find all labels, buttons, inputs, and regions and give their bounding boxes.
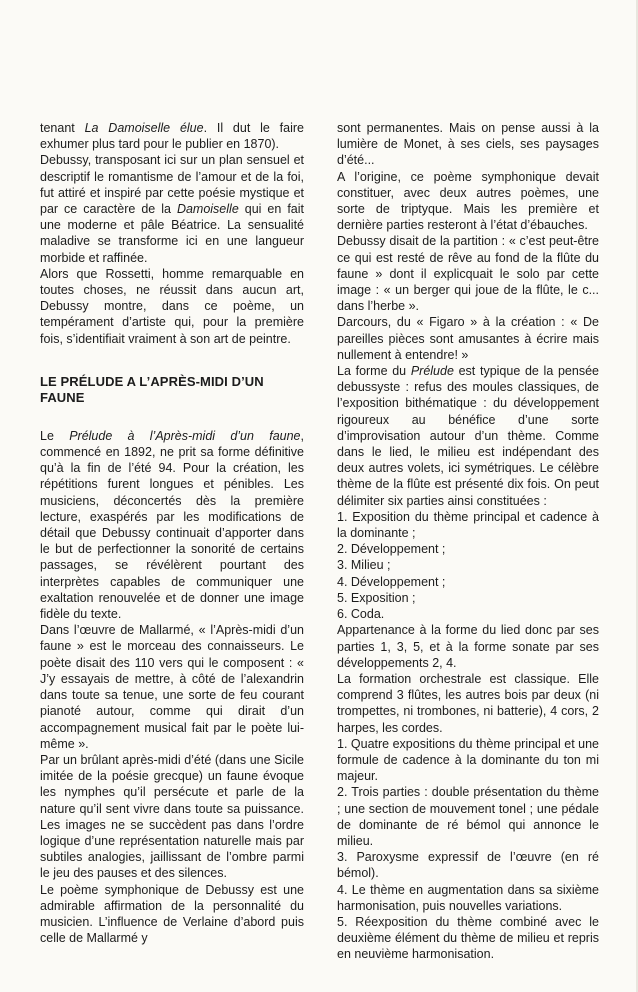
text-run: Darcours, du « Figaro » à la création : « De pareilles pièces sont amusantes à écrire mais nullement à entendre! » [337, 315, 599, 362]
text-run: Alors que Rossetti, homme remarquable en toutes choses, ne réussit dans aucun art, Debussy montre, dans ce poème, un tempérament d’artiste qui, pour la première fois, s’identifiait vraiment à son art de peintre. [40, 266, 304, 346]
text-run: 4. Développement ; [337, 574, 446, 589]
text-run: La formation orchestrale est classique. Elle comprend 3 flûtes, les autres bois par deux (ni trompettes, ni trombones, ni batterie), 4 cors, 2 harpes, les cordes. [337, 671, 599, 735]
text-run: est typique de la pensée debussyste : refus des moules classiques, de l’exposition bithématique : du développement rigoureux au bénéfice d’une sorte d’improvisation autour d’un thème. Comme dans le lied, le milieu est indépendant des deux autres volets, ici symétriques. Le célèbre thème de la flûte est présenté dix fois. On peut délimiter six parties ainsi constituées : [337, 364, 599, 508]
text-run: Appartenance à la forme du lied donc par ses parties 1, 3, 5, et à la forme sonate par ses développements 2, 4. [337, 623, 599, 670]
list-item [337, 557, 599, 573]
section-heading: LE PRÉLUDE A L’APRÈS-MIDI D’UN FAUNE [40, 373, 264, 405]
italic-title: Prélude à l’Après-midi d’un faune [69, 428, 301, 443]
paragraph [337, 314, 599, 363]
paragraph [40, 120, 304, 152]
paragraph [337, 363, 599, 509]
text-run: 2. Trois parties : double présentation du thème ; une section de mouvement tonel ; une pédale de dominante de ré bémol qui annonce le milieu. [337, 785, 599, 848]
text-run: tenant [40, 121, 85, 135]
text-run: Dans l’œuvre de Mallarmé, « l’Après-midi d’un faune » est le morceau des connaisseurs. Le poète disait des 110 vers qui le composent : « J’y essayais de mettre, à côté de l’alexandrin dans toute sa tenue, une sorte de feu courant pianoté autour, comme qui dirait d’un accompagnement musical fait par le poète lui-même ». [40, 623, 304, 751]
left-intro-text [40, 120, 304, 347]
italic-title: Prélude [410, 364, 454, 379]
paragraph [40, 428, 304, 622]
text-run: 1. Quatre expositions du thème principal et une formule de cadence à la dominante du ton mi majeur. [337, 736, 599, 784]
list-item [337, 736, 599, 785]
paragraph [337, 671, 599, 736]
text-run: sont permanentes. Mais on pense aussi à la lumière de Monet, à ses ciels, ses paysages d’été... [337, 121, 599, 168]
list-item [337, 606, 599, 622]
text-run: 5. Exposition ; [337, 590, 416, 605]
list-item [337, 849, 599, 881]
list-item [337, 541, 599, 557]
text-run: 1. Exposition du thème principal et cadence à la dominante ; [337, 509, 599, 541]
italic-title: Damoiselle [176, 202, 239, 217]
text-run: Debussy, transposant ici sur un plan sensuel et descriptif le romantisme de l’amour et de la foi, fut attiré et inspiré par cette poésie mystique et par ce caractère de la [40, 153, 304, 217]
paragraph [337, 120, 599, 169]
right-column [337, 120, 599, 963]
paragraph [40, 266, 304, 347]
paragraph [337, 169, 599, 234]
list-item [337, 590, 599, 606]
text-run: A l’origine, ce poème symphonique devait constituer, avec deux autres poèmes, une sorte de triptyque. Mais les première et dernière parties resteront à l’état d’ébauches. [337, 169, 599, 233]
text-run: Le poème symphonique de Debussy est une admirable affirmation de la personnalité du musicien. L’influence de Verlaine d’abord puis celle de Mallarmé y [40, 882, 304, 946]
text-run: 5. Réexposition du thème combiné avec le deuxième élément du thème de milieu et repris en neuvième harmonisation. [337, 914, 599, 962]
list-item [337, 784, 599, 849]
paragraph [337, 233, 599, 314]
text-run: 4. Le thème en augmentation dans sa sixième harmonisation, puis nouvelles variations. [337, 882, 599, 913]
paragraph [40, 882, 304, 947]
list-item [337, 914, 599, 963]
italic-title: La Damoiselle élue [84, 121, 204, 135]
text-run: La forme du [337, 364, 411, 379]
text-run: 3. Paroxysme expressif de l’œuvre (en ré bémol). [337, 850, 599, 881]
list-item [337, 509, 599, 541]
text-run: 6. Coda. [337, 607, 385, 622]
text-run: 3. Milieu ; [337, 558, 391, 573]
left-section-text [40, 428, 304, 947]
left-column [40, 120, 304, 946]
text-run: . Il dut le faire exhumer plus tard pour le publier en 1870). [40, 121, 304, 152]
text-run: Le [40, 428, 70, 443]
text-run: , commencé en 1892, ne prit sa forme définitive qu’à la fin de l’été 94. Pour la création, les répétitions furent longues et pénibles. Les musiciens, déconcertés dès la première lecture, exaspérés par les modifications de détail que Debussy continuait d’apporter dans le but de perfectionner la sonorité de certains passages, se révélèrent pourtant des interprètes capables de communiquer une exaltation renouvelée et de donner une image fidèle du texte. [40, 428, 304, 622]
paragraph [40, 622, 304, 752]
list-item [337, 574, 599, 590]
paragraph [40, 752, 304, 882]
paragraph [337, 622, 599, 671]
text-run: qui en fait une moderne et pâle Béatrice. La sensualité maladive se transforme ici en une langueur morbide et raffinée. [40, 202, 304, 265]
text-run: Par un brûlant après-midi d’été (dans une Sicile imitée de la poésie grecque) un faune évoque les nymphes qu’il persécute et parle de la nature qu’il sent vivre dans toute sa puissance. Les images ne se succèdent pas dans l’ordre logique d’une représentation naturelle mais par subtiles analogies, jaillissant de l’ombre parmi le jeu des pauses et des silences. [40, 752, 304, 881]
text-run: Debussy disait de la partition : « c’est peut-être ce qui est resté de rêve au fond de la flûte du faune » dont il explicquait le solo par cette image : « un berger qui joue de la flûte, le c... dans l’herbe ». [337, 234, 599, 314]
list-item [337, 882, 599, 914]
text-run: 2. Développement ; [337, 542, 446, 557]
paragraph [40, 152, 304, 265]
